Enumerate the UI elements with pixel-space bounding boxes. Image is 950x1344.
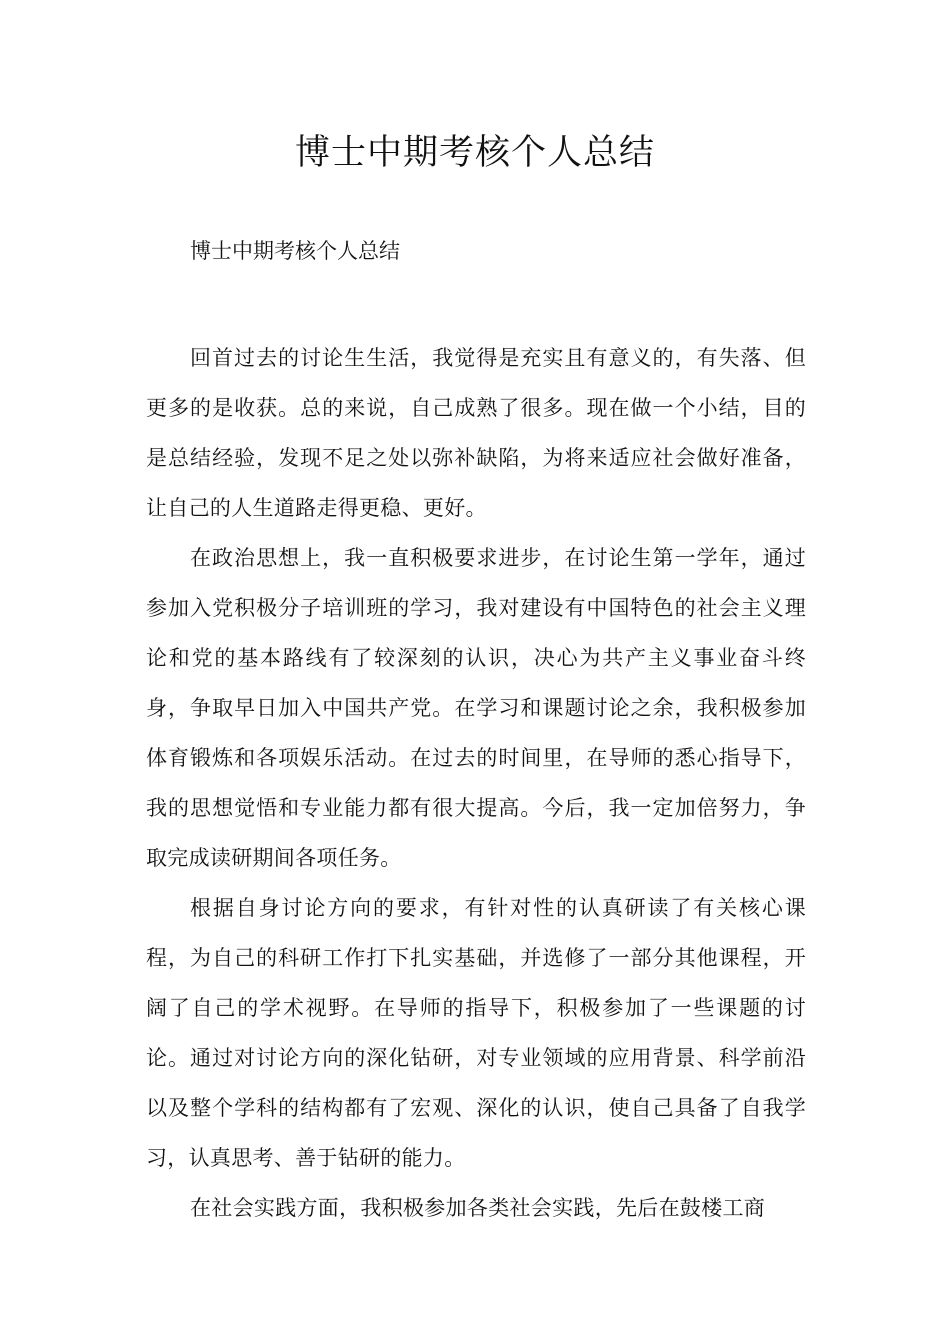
document-subtitle: 博士中期考核个人总结 bbox=[190, 239, 400, 263]
paragraph-political: 在政治思想上，我一直积极要求进步，在讨论生第一学年，通过参加入党积极分子培训班的学习，我对建设有中国特色的社会主义理论和党的基本路线有了较深刻的认识，决心为共产主义事业奋斗终身，争取早日加入中国共产党。在学习和课题讨论之余，我积极参加体育锻炼和各项娱乐活动。在过去的时间里，在导师的悉心指导下，我的思想觉悟和专业能力都有很大提高。今后，我一定加倍努力，争取完成读研期间各项任务。 bbox=[146, 546, 806, 870]
document-body bbox=[146, 333, 806, 1233]
paragraph-study: 根据自身讨论方向的要求，有针对性的认真研读了有关核心课程，为自己的科研工作打下扎实基础，并选修了一部分其他课程，开阔了自己的学术视野。在导师的指导下，积极参加了一些课题的讨论。通过对讨论方向的深化钻研，对专业领域的应用背景、科学前沿以及整个学科的结构都有了宏观、深化的认识，使自己具备了自我学习，认真思考、善于钻研的能力。 bbox=[146, 896, 806, 1170]
document-title: 博士中期考核个人总结 bbox=[294, 133, 655, 173]
paragraph-practice: 在社会实践方面，我积极参加各类社会实践，先后在鼓楼工商 bbox=[190, 1196, 766, 1220]
paragraph-reflection: 回首过去的讨论生生活，我觉得是充实且有意义的，有失落、但更多的是收获。总的来说，自己成熟了很多。现在做一个小结，目的是总结经验，发现不足之处以弥补缺陷，为将来适应社会做好准备，让自己的人生道路走得更稳、更好。 bbox=[146, 346, 806, 520]
